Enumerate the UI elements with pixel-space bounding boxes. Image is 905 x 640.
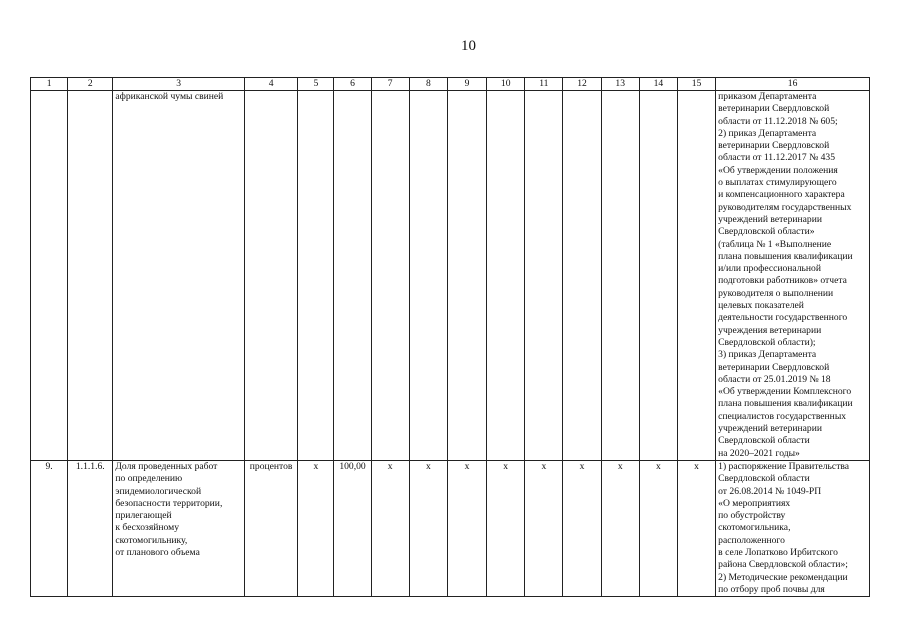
col-header-9: 9 [447,78,486,91]
value-cell: x [639,460,677,596]
col-header-13: 13 [601,78,639,91]
value-cell [601,91,639,461]
value-cell: x [409,460,447,596]
col-header-16: 16 [716,78,870,91]
unit-cell: процентов [245,460,298,596]
col-header-5: 5 [298,78,334,91]
col-header-7: 7 [371,78,409,91]
value-cell [298,91,334,461]
col-header-3: 3 [113,78,245,91]
table-row [31,91,870,461]
source-document-cell: приказом Департамента ветеринарии Свердловской области от 11.12.2018 № 605; 2) приказ Департамента ветеринарии Свердловской области от 11.12.2017 № 435 «Об утверждении положения о выплатах стимулирующего и компенсационного характера руководителям государственных учреждений ветеринарии Свердловской области» (таблица № 1 «Выполнение плана повышения квалификации и/или профессиональной подготовки работников» отчета руководителя о выполнении целевых показателей деятельности государственного учреждения ветеринарии Свердловской области); 3) приказ Департамента ветеринарии Свердловской области от 25.01.2019 № 18 «Об утверждении Комплексного плана повышения квалификации специалистов государственных учреждений ветеринарии Свердловской области на 2020–2021 годы» [716,91,870,461]
value-cell [677,91,715,461]
value-cell: x [487,460,525,596]
unit-cell [245,91,298,461]
col-header-12: 12 [563,78,601,91]
value-cell: x [298,460,334,596]
col-header-14: 14 [639,78,677,91]
value-cell: x [677,460,715,596]
value-cell [447,91,486,461]
page-number: 10 [461,38,476,54]
col-header-15: 15 [677,78,715,91]
value-cell [563,91,601,461]
indicator-name-cell: африканской чумы свиней [113,91,245,461]
source-document-cell: 1) распоряжение Правительства Свердловской области от 26.08.2014 № 1049-РП «О мероприятиях по обустройству скотомогильника, расположенного в селе Лопатково Ирбитского района Свердловской области»; 2) Методические рекомендации по отбору проб почвы для [716,460,870,596]
row-number-cell [31,91,68,461]
value-cell: x [371,460,409,596]
value-cell: 100,00 [334,460,371,596]
col-header-8: 8 [409,78,447,91]
col-header-11: 11 [525,78,563,91]
value-cell: x [563,460,601,596]
value-cell [487,91,525,461]
value-cell [371,91,409,461]
indicator-code-cell: 1.1.1.6. [68,460,113,596]
col-header-2: 2 [68,78,113,91]
col-header-4: 4 [245,78,298,91]
table-row [31,460,870,596]
value-cell [409,91,447,461]
col-header-10: 10 [487,78,525,91]
col-header-1: 1 [31,78,68,91]
value-cell: x [447,460,486,596]
value-cell [525,91,563,461]
indicator-code-cell [68,91,113,461]
row-number-cell: 9. [31,460,68,596]
value-cell: x [601,460,639,596]
header-row [31,78,870,91]
value-cell: x [525,460,563,596]
value-cell [639,91,677,461]
indicator-table [30,77,870,597]
value-cell [334,91,371,461]
indicator-name-cell: Доля проведенных работ по определению эпидемиологической безопасности территории, прилегающей к бесхозяйному скотомогильнику, от планового объема [113,460,245,596]
col-header-6: 6 [334,78,371,91]
